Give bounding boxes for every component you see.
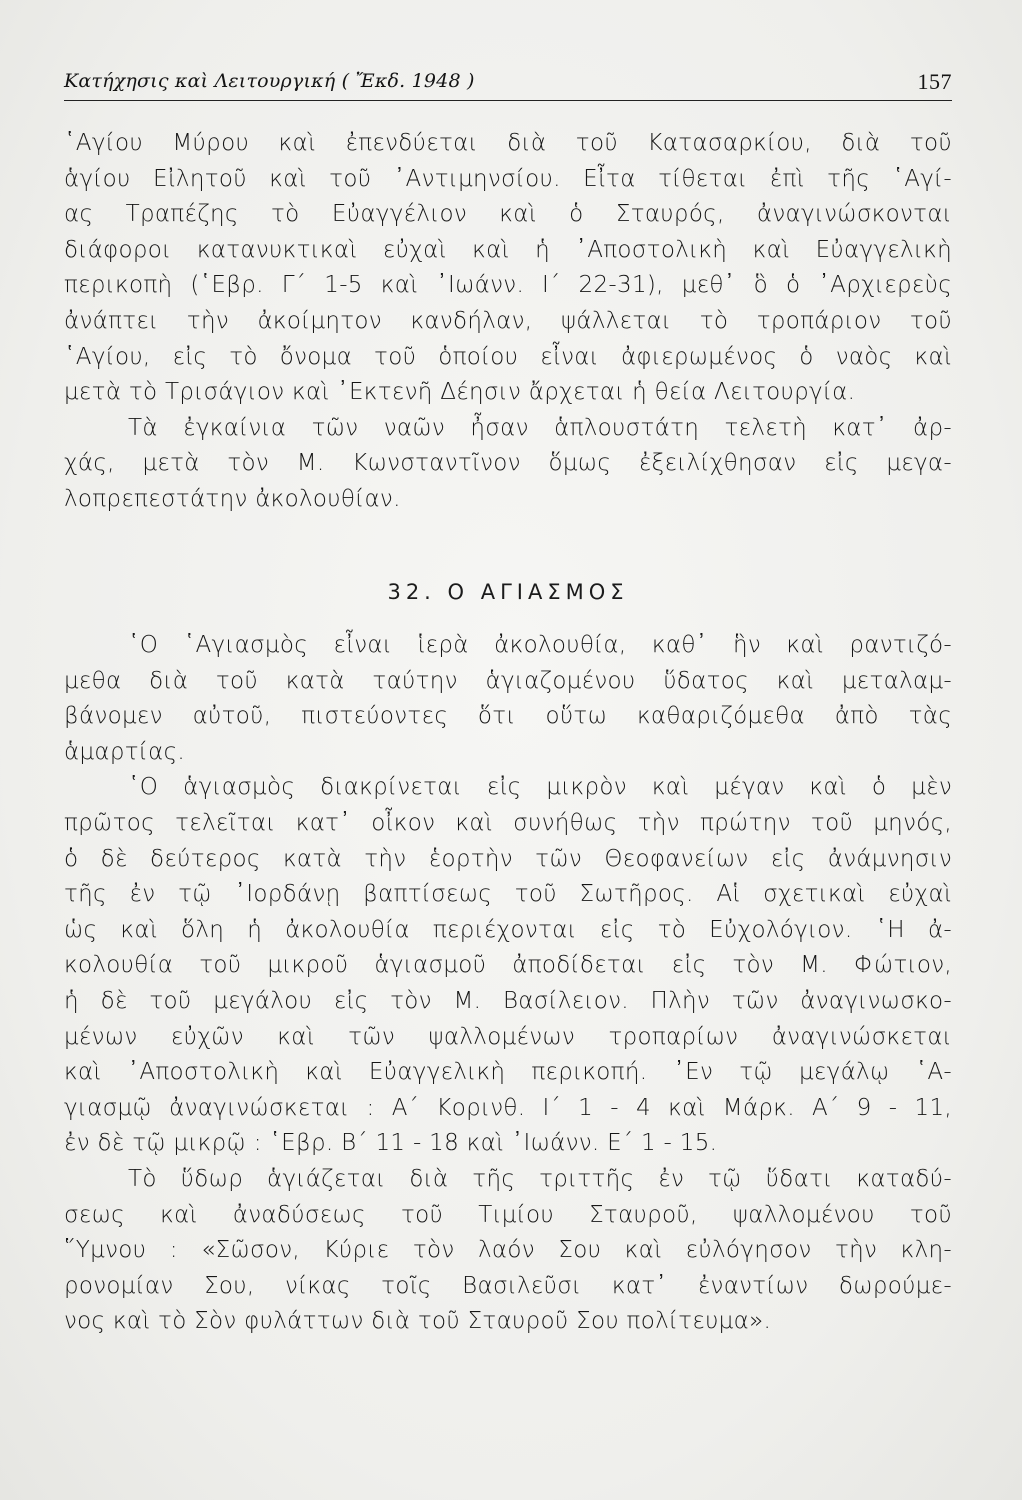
text-line: ἐν δὲ τῷ μικρῷ : ῾Εβρ. Β΄ 11 - 18 καὶ ᾿Ιωάνν. Ε΄ 1 - 15. bbox=[64, 1130, 718, 1157]
running-head bbox=[64, 68, 952, 101]
section-heading: 32. Ο ΑΓΙΑΣΜΟΣ bbox=[387, 580, 629, 604]
text-line: λοπρεπεστάτην ἀκολουθίαν. bbox=[64, 485, 401, 512]
paragraph-block-agiasmos bbox=[64, 628, 952, 1340]
text-line: ῾Αγίου Μύρου καὶ ἐπενδύεται διὰ τοῦ Κατασαρκίου, διὰ τοῦ bbox=[64, 130, 952, 156]
text-line: ῾Ο ῾Αγιασμὸς εἶναι ἱερὰ ἀκολουθία, καθ᾿ ἣν καὶ ραντιζό- bbox=[128, 632, 952, 658]
text-line: σεως καὶ ἀναδύσεως τοῦ Τιμίου Σταυροῦ, ψαλλομένου τοῦ bbox=[64, 1201, 952, 1228]
text-line: ἁμαρτίας. bbox=[64, 738, 185, 765]
text-line: βάνομεν αὐτοῦ, πιστεύοντες ὅτι οὕτω καθαριζόμεθα ἀπὸ τὰς bbox=[64, 703, 952, 730]
text-line: γιασμῷ ἀναγινώσκεται : Α΄ Κορινθ. Ι΄ 1 - 4 καὶ Μάρκ. Α΄ 9 - 11, bbox=[64, 1094, 952, 1121]
text-line: Τὸ ὕδωρ ἁγιάζεται διὰ τῆς τριττῆς ἐν τῷ ὕδατι καταδύ- bbox=[128, 1165, 952, 1192]
text-line: χάς, μετὰ τὸν Μ. Κωνσταντῖνον ὅμως ἐξειλίχθησαν εἰς μεγα- bbox=[64, 450, 952, 477]
text-line: ας Τραπέζης τὸ Εὐαγγέλιον καὶ ὁ Σταυρός, ἀναγινώσκονται bbox=[64, 201, 952, 228]
text-line: διάφοροι κατανυκτικαὶ εὐχαὶ καὶ ἡ ᾿Αποστολικὴ καὶ Εὐαγγελικὴ bbox=[64, 236, 952, 263]
text-line: νος καὶ τὸ Σὸν φυλάττων διὰ τοῦ Σταυροῦ Σου πολίτευμα». bbox=[64, 1308, 772, 1335]
text-line: μετὰ τὸ Τρισάγιον καὶ ᾿Εκτενῆ Δέησιν ἄρχεται ἡ θεία Λειτουργία. bbox=[64, 379, 856, 406]
text-line: ὡς καὶ ὅλη ἡ ἀκολουθία περιέχονται εἰς τὸ Εὐχολόγιον. ῾Η ἀ- bbox=[64, 916, 952, 943]
paragraph-block-consecration bbox=[64, 126, 952, 518]
text-line: καὶ ᾿Αποστολικὴ καὶ Εὐαγγελικὴ περικοπή. ᾿Εν τῷ μεγάλῳ ῾Α- bbox=[64, 1059, 952, 1086]
text-line: πρῶτος τελεῖται κατ᾿ οἶκον καὶ συνήθως τὴν πρώτην τοῦ μηνός, bbox=[64, 809, 952, 836]
text-line: ἡ δὲ τοῦ μεγάλου εἰς τὸν Μ. Βασίλειον. Πλὴν τῶν ἀναγινωσκο- bbox=[64, 987, 952, 1014]
running-title: Κατήχησις καὶ Λειτουργική ( Ἔκδ. 1948 ) bbox=[64, 70, 475, 92]
text-line: ἀνάπτει τὴν ἀκοίμητον κανδήλαν, ψάλλεται τὸ τροπάριον τοῦ bbox=[64, 307, 952, 334]
text-line: μεθα διὰ τοῦ κατὰ ταύτην ἁγιαζομένου ὕδατος καὶ μεταλαμ- bbox=[64, 667, 952, 694]
text-line: ῞Υμνου : «Σῶσον, Κύριε τὸν λαόν Σου καὶ εὐλόγησον τὴν κλη- bbox=[64, 1237, 952, 1264]
text-line: μένων εὐχῶν καὶ τῶν ψαλλομένων τροπαρίων ἀναγινώσκεται bbox=[64, 1023, 952, 1050]
text-line: κολουθία τοῦ μικροῦ ἁγιασμοῦ ἀποδίδεται εἰς τὸν Μ. Φώτιον, bbox=[64, 952, 952, 979]
text-line: ὁ δὲ δεύτερος κατὰ τὴν ἑορτὴν τῶν Θεοφανείων εἰς ἀνάμνησιν bbox=[64, 845, 952, 872]
text-line: ῾Ο ἁγιασμὸς διακρίνεται εἰς μικρὸν καὶ μέγαν καὶ ὁ μὲν bbox=[128, 774, 952, 801]
text-line: ῾Αγίου, εἰς τὸ ὄνομα τοῦ ὁποίου εἶναι ἀφιερωμένος ὁ ναὸς καὶ bbox=[64, 343, 952, 370]
page-number: 157 bbox=[917, 69, 952, 94]
text-line: ρονομίαν Σου, νίκας τοῖς Βασιλεῦσι κατ᾿ ἐναντίων δωρούμε- bbox=[64, 1272, 952, 1299]
text-line: περικοπὴ (῾Εβρ. Γ΄ 1-5 καὶ ᾿Ιωάνν. Ι΄ 22-31), μεθ᾿ ὃ ὁ ᾿Αρχιερεὺς bbox=[64, 272, 952, 299]
text-line: Τὰ ἐγκαίνια τῶν ναῶν ἦσαν ἁπλουστάτη τελετὴ κατ᾿ ἀρ- bbox=[128, 414, 952, 441]
text-line: ἁγίου Εἰλητοῦ καὶ τοῦ ᾿Αντιμηνσίου. Εἶτα τίθεται ἐπὶ τῆς ῾Αγί- bbox=[64, 165, 952, 192]
text-line: τῆς ἐν τῷ ᾿Ιορδάνῃ βαπτίσεως τοῦ Σωτῆρος. Αἱ σχετικαὶ εὐχαὶ bbox=[64, 881, 952, 908]
